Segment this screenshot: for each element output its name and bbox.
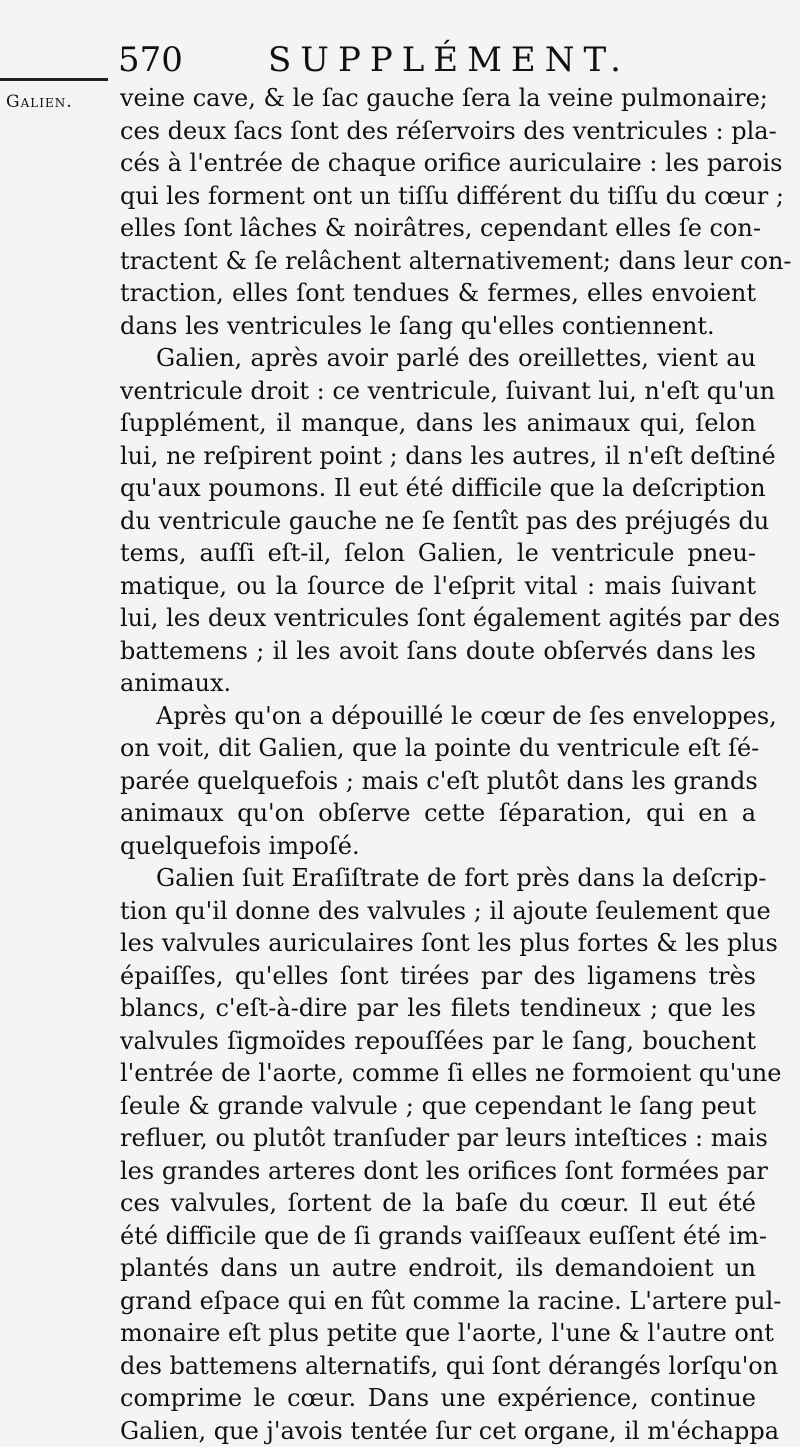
text-line: ſupplément, il manque, dans les animaux qui, ſelon (120, 407, 756, 440)
text-line: les grandes arteres dont les orifices ſont formées par (120, 1155, 756, 1188)
text-line: quelquefois impoſé. (120, 830, 756, 863)
text-line: plantés dans un autre endroit, ils demandoient un (120, 1252, 756, 1285)
text-line: Galien, que j'avois tentée ſur cet organe, il m'échappa (120, 1415, 756, 1447)
text-line: du ventricule gauche ne ſe ſentît pas des préjugés du (120, 505, 756, 538)
text-line: les valvules auriculaires ſont les plus fortes & les plus (120, 927, 756, 960)
text-line: des battemens alternatifs, qui ſont dérangés lorſqu'on (120, 1350, 756, 1383)
text-line: monaire eſt plus petite que l'aorte, l'une & l'autre ont (120, 1317, 756, 1350)
text-line: qui les forment ont un tiſſu différent du tiſſu du cœur ; (120, 180, 756, 213)
text-line: comprime le cœur. Dans une expérience, continue (120, 1382, 756, 1415)
text-line: blancs, c'eſt-à-dire par les filets tendineux ; que les (120, 992, 756, 1025)
text-line: ventricule droit : ce ventricule, ſuivant lui, n'eſt qu'un (120, 375, 756, 408)
text-line: elles ſont lâches & noirâtres, cependant elles ſe con- (120, 212, 756, 245)
text-line: tems, auſſi eſt-il, ſelon Galien, le ventricule pneu- (120, 537, 756, 570)
text-line: épaiſſes, qu'elles ſont tirées par des ligamens très (120, 960, 756, 993)
margin-rule (0, 78, 108, 81)
paragraph (120, 82, 756, 342)
text-line: on voit, dit Galien, que la pointe du ventricule eſt ſé- (120, 732, 756, 765)
page-header (118, 36, 758, 84)
text-line: tractent & ſe relâchent alternativement; dans leur con- (120, 245, 756, 278)
text-line: ces deux ſacs ſont des réſervoirs des ventricules : pla- (120, 115, 756, 148)
text-line: ſeule & grande valvule ; que cependant le ſang peut (120, 1090, 756, 1123)
text-line: battemens ; il les avoit ſans doute obſervés dans les (120, 635, 756, 668)
text-line: grand eſpace qui en fût comme la racine. L'artere pul- (120, 1285, 756, 1318)
text-line: été difficile que de ſi grands vaiſſeaux euſſent été im- (120, 1220, 756, 1253)
text-line: Galien ſuit Eraſiſtrate de fort près dans la deſcrip- (120, 862, 756, 895)
text-line: parée quelquefois ; mais c'eſt plutôt dans les grands (120, 765, 756, 798)
text-line: refluer, ou plutôt tranſuder par leurs inteſtices : mais (120, 1122, 756, 1155)
paragraph (120, 862, 756, 1447)
text-line: lui, ne reſpirent point ; dans les autres, il n'eſt deſtiné (120, 440, 756, 473)
paragraph (120, 700, 756, 863)
margin-note: Galien. (6, 92, 73, 112)
text-line: traction, elles ſont tendues & fermes, elles envoient (120, 277, 756, 310)
running-head: SUPPLÉMENT. (268, 36, 630, 84)
page-number: 570 (118, 36, 183, 84)
text-line: veine cave, & le ſac gauche ſera la veine pulmonaire; (120, 82, 756, 115)
text-line: ces valvules, ſortent de la baſe du cœur. Il eut été (120, 1187, 756, 1220)
text-line: Après qu'on a dépouillé le cœur de ſes enveloppes, (120, 700, 756, 733)
text-line: qu'aux poumons. Il eut été difficile que la deſcription (120, 472, 756, 505)
text-line: dans les ventricules le ſang qu'elles contiennent. (120, 310, 756, 343)
text-line: valvules ſigmoïdes repouſſées par le ſang, bouchent (120, 1025, 756, 1058)
text-line: cés à l'entrée de chaque orifice auriculaire : les parois (120, 147, 756, 180)
text-line: animaux qu'on obſerve cette ſéparation, qui en a (120, 797, 756, 830)
text-line: l'entrée de l'aorte, comme ſi elles ne formoient qu'une (120, 1057, 756, 1090)
text-line: matique, ou la ſource de l'eſprit vital : mais ſuivant (120, 570, 756, 603)
text-line: animaux. (120, 667, 756, 700)
text-line: lui, les deux ventricules ſont également agités par des (120, 602, 756, 635)
text-line: Galien, après avoir parlé des oreillettes, vient au (120, 342, 756, 375)
paragraph (120, 342, 756, 700)
body-text (120, 82, 756, 1447)
text-line: tion qu'il donne des valvules ; il ajoute ſeulement que (120, 895, 756, 928)
